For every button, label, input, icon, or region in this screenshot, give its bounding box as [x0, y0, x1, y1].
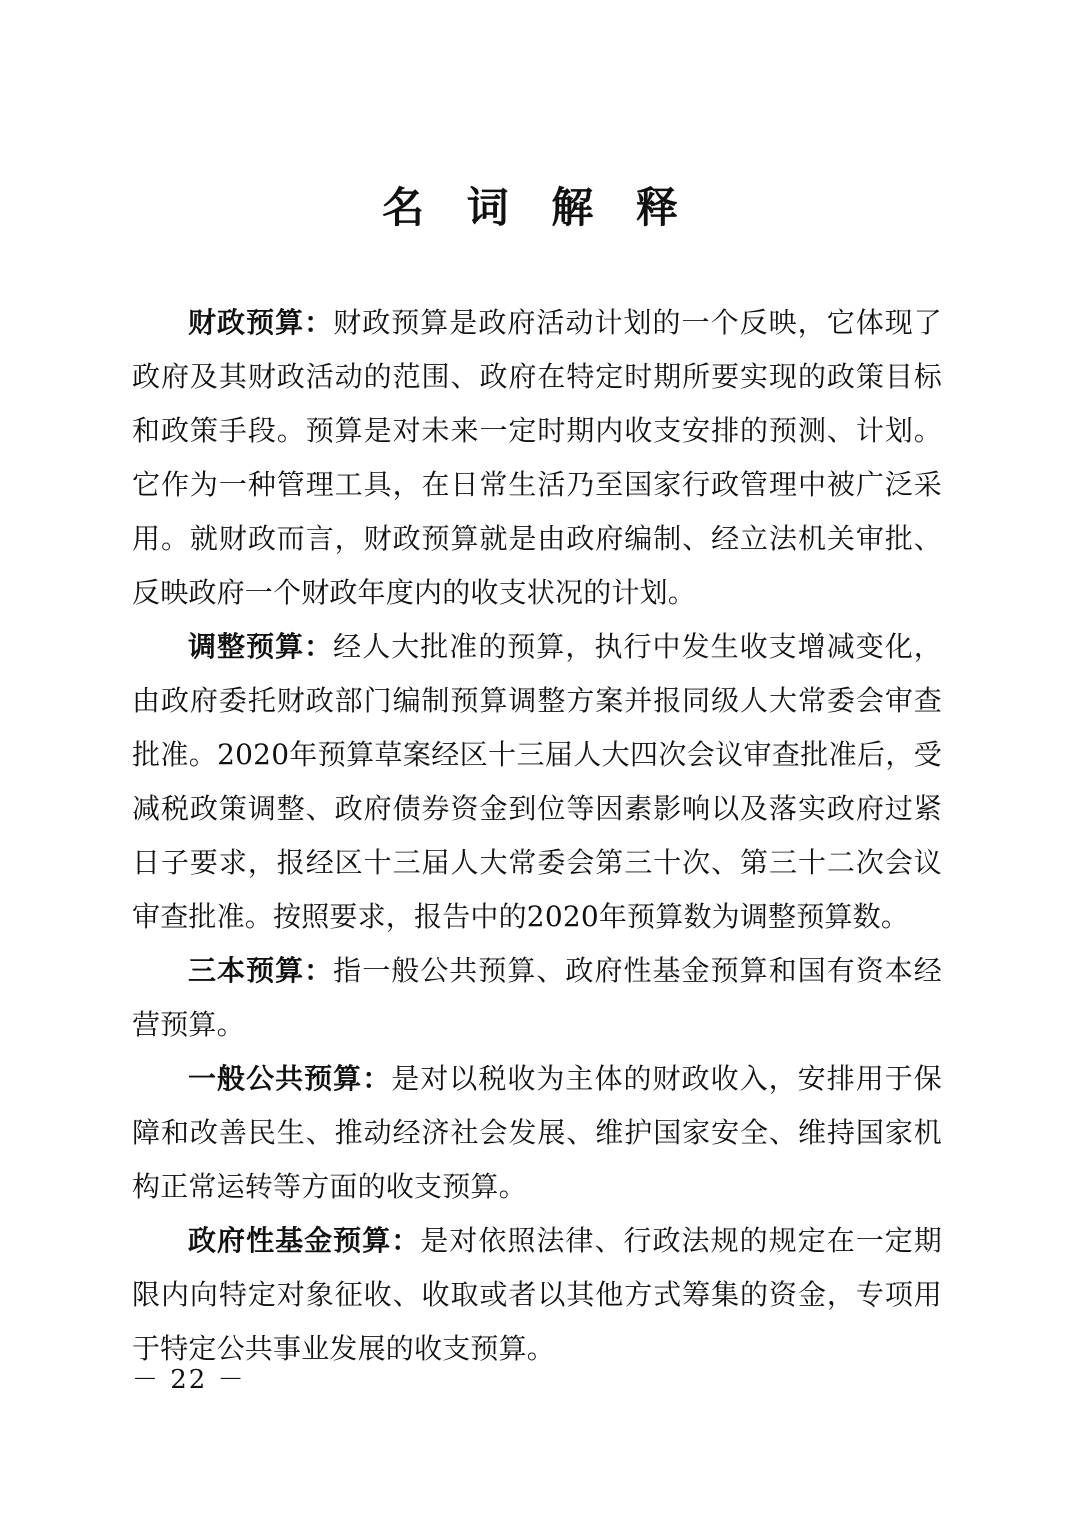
term-definition: 指一般公共预算、政府性基金预算和国有资本经营预算。 — [132, 954, 942, 1041]
term-definition: 是对依照法律、行政法规的规定在一定期限内向特定对象征收、收取或者以其他方式筹集的资金，专项用于特定公共事业发展的收支预算。 — [132, 1224, 942, 1365]
term-three-budgets — [132, 944, 942, 1052]
term-definition: 财政预算是政府活动计划的一个反映，它体现了政府及其财政活动的范围、政府在特定时期所要实现的政策目标和政策手段。预算是对未来一定时期内收支安排的预测、计划。它作为一种管理工具，在日常生活乃至国家行政管理中被广泛采用。就财政而言，财政预算就是由政府编制、经立法机关审批、反映政府一个财政年度内的收支状况的计划。 — [132, 306, 942, 609]
term-name: 一般公共预算： — [188, 1062, 392, 1095]
definitions-list — [132, 296, 942, 1376]
term-name: 调整预算： — [188, 630, 334, 663]
page-number: － 22 － — [132, 1365, 246, 1395]
term-general-public-budget — [132, 1052, 942, 1214]
term-name: 财政预算： — [188, 306, 334, 339]
page-title: 名 词 解 释 — [382, 183, 692, 232]
term-name: 政府性基金预算： — [188, 1224, 421, 1257]
term-fiscal-budget — [132, 296, 942, 620]
term-government-fund-budget — [132, 1214, 942, 1376]
term-adjusted-budget — [132, 620, 942, 944]
term-definition: 是对以税收为主体的财政收入，安排用于保障和改善民生、推动经济社会发展、维护国家安全、维持国家机构正常运转等方面的收支预算。 — [132, 1062, 942, 1203]
term-name: 三本预算： — [188, 954, 334, 987]
term-definition: 经人大批准的预算，执行中发生收支增减变化，由政府委托财政部门编制预算调整方案并报同级人大常委会审查批准。2020年预算草案经区十三届人大四次会议审查批准后，受减税政策调整、政府债券资金到位等因素影响以及落实政府过紧日子要求，报经区十三届人大常委会第三十次、第三十二次会议审查批准。按照要求，报告中的2020年预算数为调整预算数。 — [132, 630, 942, 933]
